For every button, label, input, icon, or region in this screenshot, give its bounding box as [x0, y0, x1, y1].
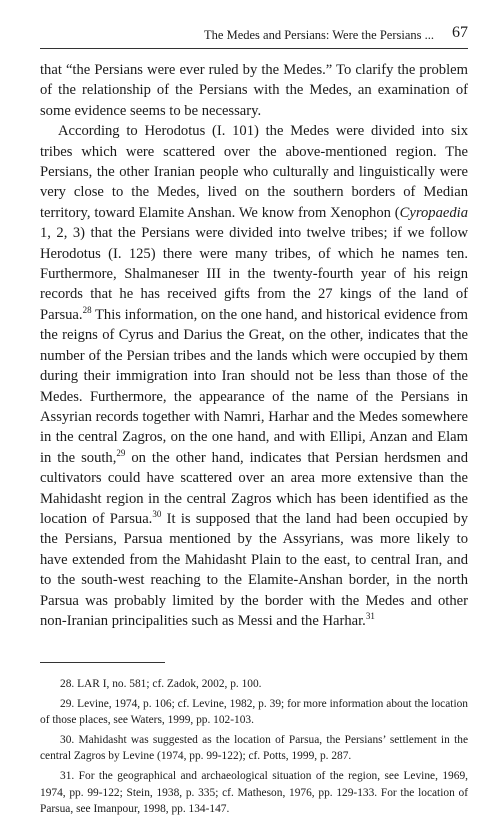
- footnote-ref-30[interactable]: 30: [152, 509, 162, 520]
- footnote-28: 28. LAR I, no. 581; cf. Zadok, 2002, p. 100.: [60, 678, 262, 690]
- paragraph-1: that “the Persians were ever ruled by the Medes.” To clarify the problem of the relationship of the Persians with the Medes, an examination of some evidence seems to be necessary.: [40, 62, 468, 119]
- footnote-ref-28[interactable]: 28: [82, 305, 92, 316]
- footnote-separator: [40, 662, 165, 663]
- running-header: [40, 26, 468, 49]
- page-number: 67: [452, 24, 468, 41]
- footnote-31: 31. For the geographical and archaeological situation of the region, see Levine, 1969, 1974, pp. 99-122; Stein, 1938, p. 335; cf. Matheson, 1976, pp. 129-133. For the location of Parsua, see Imanpour, 1998, pp. 134-147.: [40, 769, 468, 816]
- cyropaedia-title: Cyropaedia: [399, 204, 468, 221]
- body-text: [40, 60, 468, 631]
- footnote-ref-29[interactable]: 29: [116, 447, 126, 458]
- paragraph-2: According to Herodotus (I. 101) the Medes were divided into six tribes which were scattered over the above-mentioned region. The Persians, the other Iranian people who culturally and linguistically were very close to the Medes, lived on the southern borders of Median territory, toward Elamite Anshan. We know from Xenophon (Cyropaedia 1, 2, 3) that the Persians were divided into twelve tribes; if we follow Herodotus (I. 125) there were many tribes, of which he names ten. Furthermore, Shalmaneser III in the twenty-fourth year of his reign records that he has received gifts from the 27 kings of the land of Parsua.$^{28}$ This information, on the one hand, and historical evidence from the reigns of Cyrus and Darius the Great, on the other, indicates that the number of the Persian tribes and the lands which were occupied by them during their immigration into Iran should not be less than those of the Medes. Furthermore, the appearance of the name of the Persians in Assyrian records together with Namri, Harhar and the Medes somewhere in the central Zagros, on the one hand, and with Ellipi, Anzan and Elam in the south,$^{29}$ on the other hand, indicates that Persian herdsmen and cultivators could have scattered over an area more extensive than the Mahidasht region in the central Zagros which has been identified as the location of Parsua.$^{30}$ It is supposed that the land had been occupied by the Persians, Parsua mentioned by the Assyrians, was more likely to have extended from the Mahidasht Plain to the east, to central Iran, and to the south-west reaching to the Elamite-Anshan border, in the north Parsua was probably limited by the border with the Medes and other non-Iranian principalities such as Messi and the Harhar.$^{31}$: [40, 123, 468, 629]
- running-title: The Medes and Persians: Were the Persians ...: [204, 28, 434, 42]
- footnote-ref-31[interactable]: 31: [365, 611, 375, 622]
- footnote-30: 30. Mahidasht was suggested as the location of Parsua, the Persians’ settlement in the central Zagros by Levine (1974, pp. 99-122); cf. Potts, 1999, p. 287.: [40, 733, 468, 763]
- footnote-29: 29. Levine, 1974, p. 106; cf. Levine, 1982, p. 39; for more information about the location of those places, see Waters, 1999, pp. 102-103.: [40, 697, 468, 727]
- footnotes: [40, 676, 468, 821]
